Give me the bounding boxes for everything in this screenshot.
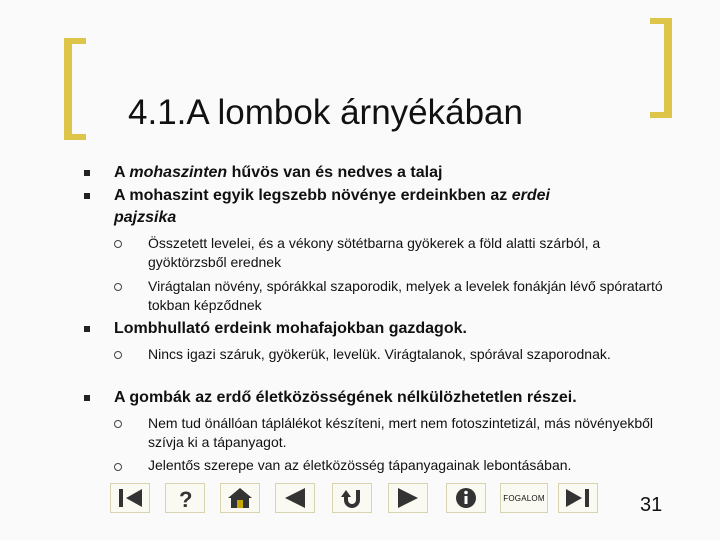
first-page-button[interactable] [110,483,150,513]
circle-bullet-icon [114,351,122,359]
bullet-2-text-a: A mohaszint egyik legszebb növénye erdeinkben az [114,187,512,204]
fogalom-button[interactable] [500,483,548,513]
info-icon [452,486,480,510]
circle-bullet-icon [114,240,122,248]
first-page-icon [116,486,144,510]
circle-bullet-icon [114,420,122,428]
bullet-3: Lombhullató erdeink mohafajokban gazdagok. [114,320,467,337]
square-bullet-icon [84,395,90,401]
square-bullet-icon [84,326,90,332]
last-page-icon [564,486,592,510]
bullet-3-sub-1: Nincs igazi száruk, gyökerük, levelük. Virágtalanok, spórával szaporodnak. [148,346,611,362]
bullet-2 [114,185,614,229]
bullet-1-text-a: A [114,164,130,181]
bullet-4-sub-2: Jelentős szerepe van az életközösség tápanyagainak lebontásában. [148,457,572,473]
fogalom-label: FOGALOM [503,493,545,503]
square-bullet-icon [84,170,90,176]
bullet-1 [114,162,684,184]
bullet-2-sub-1: Összetett levelei, és a vékony sötétbarna gyökerek a föld alatti szárból, a gyöktörzsből erednek [148,235,601,270]
page-number: 31 [640,494,663,516]
bullet-2-sub-2: Virágtalan növény, spórákkal szaporodik, melyek a levelek fonákján lévő spóratartó tokban képződnek [148,278,663,313]
info-button[interactable] [446,483,486,513]
square-bullet-icon [84,193,90,199]
help-icon [171,486,199,510]
return-icon [338,486,366,510]
home-icon [226,486,254,510]
return-button[interactable] [332,483,372,513]
svg-text:?: ? [179,487,193,510]
bullet-1-text-italic: mohaszinten [129,164,228,181]
next-icon [394,486,422,510]
previous-icon [281,486,309,510]
help-button[interactable] [165,483,205,513]
circle-bullet-icon [114,283,122,291]
last-page-button[interactable] [558,483,598,513]
circle-bullet-icon [114,463,122,471]
bullet-1-text-b: hűvös van és nedves a talaj [227,164,443,181]
bullet-4: A gombák az erdő életközösségének nélkülözhetetlen részei. [114,389,577,406]
previous-button[interactable] [275,483,315,513]
home-button[interactable] [220,483,260,513]
bullet-2-text-italic: erdei pajzsika [114,187,550,226]
slide-title: 4.1.A lombok árnyékában [128,93,523,133]
bullet-4-sub-1: Nem tud önállóan táplálékot készíteni, mert nem fotoszintetizál, más növényekből szívja ki a tápanyagot. [148,415,654,450]
next-button[interactable] [388,483,428,513]
